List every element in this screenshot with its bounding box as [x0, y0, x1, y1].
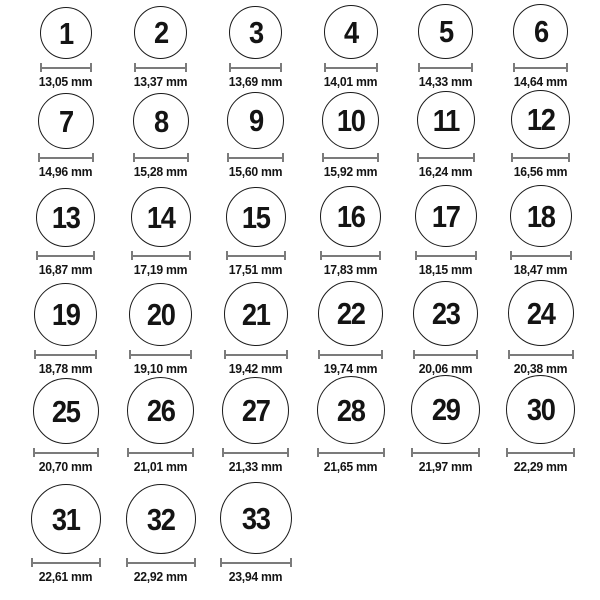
- diameter-label: 19,42 mm: [228, 361, 283, 377]
- ring-size-cell: [113, 95, 208, 185]
- diameter-dimension-line: [133, 153, 189, 162]
- ring-size-cell: [398, 95, 493, 185]
- dimension-bar: [128, 562, 194, 564]
- diameter-dimension-line: [220, 558, 292, 567]
- ring-circle: [226, 187, 286, 247]
- diameter-label: 23,94 mm: [228, 569, 283, 585]
- dimension-bar: [231, 67, 280, 69]
- diameter-label: 22,29 mm: [513, 459, 568, 475]
- ring-circle: [415, 185, 477, 247]
- ring-circle: [34, 283, 97, 346]
- diameter-label: 21,01 mm: [133, 459, 188, 475]
- diameter-dimension-line: [506, 448, 575, 457]
- diameter-label: 16,56 mm: [513, 164, 568, 180]
- dimension-bar: [38, 255, 93, 257]
- ring-circle: [411, 375, 480, 444]
- ring-size-number: 25: [51, 393, 80, 429]
- ring-size-cell: [18, 382, 113, 480]
- ring-size-number: 8: [153, 103, 168, 139]
- ring-circle: [133, 93, 189, 149]
- dimension-bar: [513, 157, 568, 159]
- diameter-dimension-line: [411, 448, 480, 457]
- ring-circle: [229, 6, 282, 59]
- diameter-label: 14,96 mm: [38, 164, 93, 180]
- ring-circle: [127, 377, 194, 444]
- ring-circle: [224, 282, 288, 346]
- diameter-dimension-line: [40, 63, 92, 72]
- diameter-label: 17,83 mm: [323, 262, 378, 278]
- ring-size-number: 20: [146, 297, 175, 333]
- ring-circle: [322, 92, 379, 149]
- ring-size-cell: [398, 185, 493, 283]
- ring-circle: [417, 91, 475, 149]
- diameter-dimension-line: [34, 350, 97, 359]
- ring-size-cell: [18, 95, 113, 185]
- diameter-label: 21,97 mm: [418, 459, 473, 475]
- diameter-label: 13,37 mm: [133, 74, 188, 90]
- ring-size-cell: [208, 0, 303, 95]
- diameter-label: 17,51 mm: [228, 262, 283, 278]
- ring-circle: [220, 482, 292, 554]
- ring-size-number: 22: [336, 296, 365, 332]
- dimension-bar: [326, 67, 376, 69]
- ring-size-number: 3: [248, 15, 263, 51]
- ring-size-number: 10: [336, 103, 365, 139]
- ring-size-number: 5: [438, 14, 453, 50]
- diameter-label: 20,06 mm: [418, 361, 473, 377]
- diameter-dimension-line: [417, 153, 475, 162]
- ring-size-number: 30: [526, 392, 555, 428]
- ring-size-cell: [208, 382, 303, 480]
- diameter-label: 14,33 mm: [418, 74, 473, 90]
- diameter-dimension-line: [510, 251, 572, 260]
- ring-size-cell: [18, 283, 113, 382]
- ring-size-cell: [208, 95, 303, 185]
- dimension-bar: [35, 452, 97, 454]
- diameter-label: 16,87 mm: [38, 262, 93, 278]
- diameter-dimension-line: [226, 251, 286, 260]
- ring-size-number: 17: [431, 198, 460, 234]
- diameter-dimension-line: [33, 448, 99, 457]
- ring-circle: [324, 5, 378, 59]
- ring-size-number: 29: [431, 392, 460, 428]
- ring-circle: [510, 185, 572, 247]
- ring-size-number: 26: [146, 393, 175, 429]
- ring-size-cell: [113, 382, 208, 480]
- diameter-label: 15,28 mm: [133, 164, 188, 180]
- ring-circle: [129, 283, 192, 346]
- dimension-bar: [228, 255, 284, 257]
- diameter-label: 17,19 mm: [133, 262, 188, 278]
- ring-size-cell: [18, 0, 113, 95]
- ring-size-cell: [303, 283, 398, 382]
- dimension-bar: [129, 452, 192, 454]
- ring-size-number: 12: [526, 102, 555, 138]
- dimension-bar: [417, 255, 475, 257]
- ring-circle: [413, 281, 478, 346]
- ring-size-cell: [398, 283, 493, 382]
- diameter-dimension-line: [227, 153, 284, 162]
- dimension-bar: [224, 452, 287, 454]
- ring-size-number: 1: [58, 15, 73, 51]
- ring-circle: [320, 186, 381, 247]
- diameter-dimension-line: [413, 350, 478, 359]
- diameter-dimension-line: [126, 558, 196, 567]
- diameter-dimension-line: [31, 558, 101, 567]
- ring-size-cell: [113, 185, 208, 283]
- ring-size-number: 23: [431, 296, 460, 332]
- diameter-label: 16,24 mm: [418, 164, 473, 180]
- dimension-bar: [36, 354, 95, 356]
- dimension-bar: [512, 255, 570, 257]
- diameter-dimension-line: [511, 153, 570, 162]
- dimension-bar: [222, 562, 290, 564]
- dimension-bar: [508, 452, 573, 454]
- diameter-label: 14,01 mm: [323, 74, 378, 90]
- diameter-dimension-line: [513, 63, 568, 72]
- ring-size-cell: [113, 480, 208, 600]
- ring-circle: [227, 92, 284, 149]
- ring-size-cell: [208, 185, 303, 283]
- ring-size-number: 32: [146, 501, 175, 537]
- diameter-label: 19,74 mm: [323, 361, 378, 377]
- diameter-dimension-line: [322, 153, 379, 162]
- ring-size-number: 11: [432, 102, 459, 138]
- ring-size-cell: [493, 0, 588, 95]
- dimension-bar: [419, 157, 473, 159]
- ring-circle: [134, 6, 187, 59]
- ring-circle: [418, 4, 473, 59]
- dimension-bar: [322, 255, 379, 257]
- diameter-label: 19,10 mm: [133, 361, 188, 377]
- ring-size-number: 21: [241, 296, 270, 332]
- ring-size-number: 24: [526, 295, 555, 331]
- ring-size-number: 18: [526, 198, 555, 234]
- ring-size-number: 9: [248, 103, 263, 139]
- ring-circle: [506, 375, 575, 444]
- diameter-label: 21,65 mm: [323, 459, 378, 475]
- dimension-bar: [136, 67, 185, 69]
- diameter-dimension-line: [418, 63, 473, 72]
- ring-size-cell: [303, 0, 398, 95]
- ring-size-cell: [493, 95, 588, 185]
- diameter-label: 18,78 mm: [38, 361, 93, 377]
- dimension-bar: [226, 354, 286, 356]
- ring-size-cell: [18, 480, 113, 600]
- diameter-dimension-line: [317, 448, 385, 457]
- diameter-dimension-line: [127, 448, 194, 457]
- ring-circle: [513, 4, 568, 59]
- ring-size-cell: [113, 283, 208, 382]
- ring-size-number: 14: [146, 199, 175, 235]
- diameter-label: 22,61 mm: [38, 569, 93, 585]
- ring-size-number: 13: [51, 200, 80, 236]
- diameter-label: 13,05 mm: [38, 74, 93, 90]
- diameter-label: 18,15 mm: [418, 262, 473, 278]
- diameter-dimension-line: [508, 350, 574, 359]
- diameter-label: 20,38 mm: [513, 361, 568, 377]
- ring-size-cell: [303, 382, 398, 480]
- diameter-label: 13,69 mm: [228, 74, 283, 90]
- ring-circle: [33, 378, 99, 444]
- ring-size-cell: [398, 382, 493, 480]
- diameter-label: 15,60 mm: [228, 164, 283, 180]
- dimension-bar: [510, 354, 572, 356]
- dimension-bar: [319, 452, 383, 454]
- diameter-label: 22,92 mm: [133, 569, 188, 585]
- ring-size-cell: [113, 0, 208, 95]
- diameter-label: 14,64 mm: [513, 74, 568, 90]
- diameter-label: 21,33 mm: [228, 459, 283, 475]
- dimension-bar: [135, 157, 187, 159]
- dimension-bar: [133, 255, 189, 257]
- dimension-bar: [131, 354, 190, 356]
- diameter-label: 18,47 mm: [513, 262, 568, 278]
- ring-circle: [40, 7, 92, 59]
- ring-size-cell: [493, 185, 588, 283]
- diameter-dimension-line: [129, 350, 192, 359]
- ring-size-cell: [493, 382, 588, 480]
- diameter-dimension-line: [229, 63, 282, 72]
- ring-circle: [38, 93, 94, 149]
- ring-size-number: 2: [153, 15, 168, 51]
- diameter-label: 20,70 mm: [38, 459, 93, 475]
- diameter-dimension-line: [38, 153, 94, 162]
- ring-size-number: 4: [343, 14, 358, 50]
- ring-size-number: 19: [51, 297, 80, 333]
- ring-circle: [318, 281, 383, 346]
- ring-circle: [508, 280, 574, 346]
- ring-circle: [31, 484, 101, 554]
- ring-circle: [36, 188, 95, 247]
- dimension-bar: [40, 157, 92, 159]
- ring-size-cell: [208, 283, 303, 382]
- dimension-bar: [420, 67, 471, 69]
- ring-circle: [317, 376, 385, 444]
- diameter-dimension-line: [224, 350, 288, 359]
- ring-size-cell: [303, 95, 398, 185]
- ring-circle: [222, 377, 289, 444]
- ring-size-number: 27: [241, 393, 270, 429]
- ring-size-cell: [303, 185, 398, 283]
- dimension-bar: [229, 157, 282, 159]
- diameter-dimension-line: [318, 350, 383, 359]
- ring-circle: [511, 90, 570, 149]
- diameter-dimension-line: [134, 63, 187, 72]
- dimension-bar: [413, 452, 478, 454]
- ring-size-number: 6: [533, 14, 548, 50]
- diameter-label: 15,92 mm: [323, 164, 378, 180]
- diameter-dimension-line: [222, 448, 289, 457]
- dimension-bar: [415, 354, 476, 356]
- ring-size-number: 7: [58, 103, 73, 139]
- dimension-bar: [515, 67, 566, 69]
- ring-size-number: 33: [241, 500, 270, 536]
- ring-size-cell: [18, 185, 113, 283]
- ring-circle: [131, 187, 191, 247]
- ring-size-number: 31: [51, 501, 80, 537]
- ring-size-number: 16: [336, 199, 365, 235]
- dimension-bar: [33, 562, 99, 564]
- diameter-dimension-line: [415, 251, 477, 260]
- dimension-bar: [324, 157, 377, 159]
- ring-size-number: 28: [336, 392, 365, 428]
- dimension-bar: [320, 354, 381, 356]
- ring-size-cell: [208, 480, 303, 600]
- ring-size-cell: [493, 283, 588, 382]
- diameter-dimension-line: [131, 251, 191, 260]
- ring-size-cell: [398, 0, 493, 95]
- diameter-dimension-line: [320, 251, 381, 260]
- ring-circle: [126, 484, 196, 554]
- diameter-dimension-line: [324, 63, 378, 72]
- diameter-dimension-line: [36, 251, 95, 260]
- dimension-bar: [42, 67, 90, 69]
- ring-size-number: 15: [241, 199, 270, 235]
